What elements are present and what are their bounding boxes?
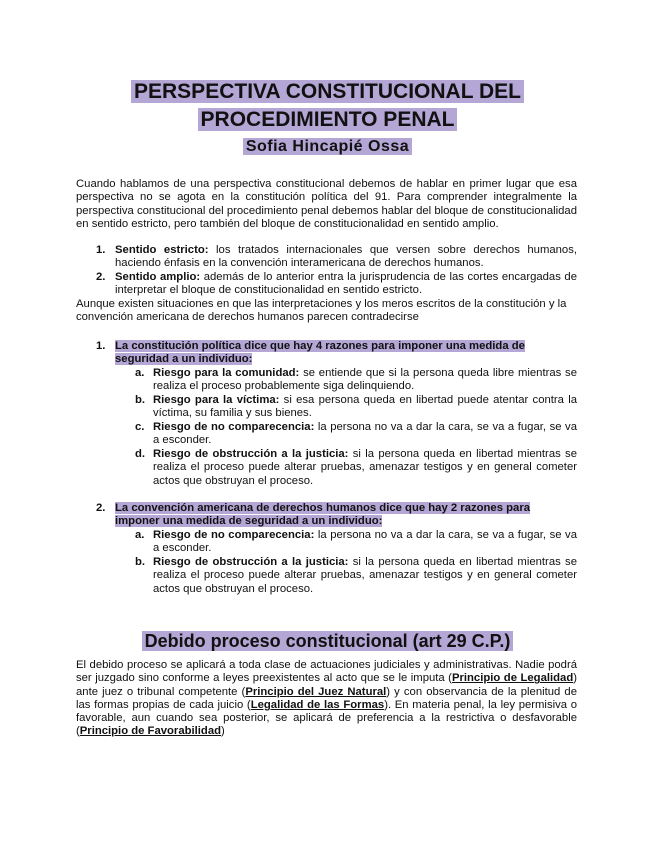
bloque-item-1-number: 1. (96, 244, 106, 256)
s1-item-b: Riesgo para la víctima: si esa persona queda en libertad puede atentar contra la víctima, su familia y sus bienes. (153, 394, 578, 420)
s1-item-c: Riesgo de no comparecencia: la persona no va a dar la cara, se va a fugar, se va a esconder. (153, 421, 577, 447)
debido-proceso-heading: Debido proceso constitucional (art 29 C.P.) (0, 629, 655, 653)
author-name: Sofia Hincapié Ossa (0, 137, 655, 157)
section2-number: 2. (96, 502, 106, 514)
s1-item-d-letter: d. (135, 448, 146, 460)
s1-item-a: Riesgo para la comunidad: se entiende que si la persona queda libre mientras se realiza el proceso probablemente siga delinquiendo. (153, 367, 577, 393)
section1-heading: La constitución política dice que hay 4 razones para imponer una medida de seguridad a un individuo: (115, 340, 525, 366)
s1-item-b-letter: b. (135, 394, 146, 406)
s2-item-b: Riesgo de obstrucción a la justicia: si la persona queda en libertad mientras se realiza el proceso puede alterar pruebas, amenazar testigos y en general cometer actos que obstruyan el proceso. (153, 556, 577, 595)
principio-legalidad: Principio de Legalidad (451, 672, 574, 685)
intro-paragraph: Cuando hablamos de una perspectiva constitucional debemos de hablar en primer lugar que esa perspectiva no se agota en la constitución política del 91. Para comprender integralmente la perspectiva constitucional del procedimiento penal debemos hablar del bloque de constitucionalidad en sentido estricto, pero también del bloque de constitucionalidad en sentido amplio. (76, 178, 577, 230)
title-line-1: PERSPECTIVA CONSTITUCIONAL DEL (0, 78, 655, 106)
section1-number: 1. (96, 340, 106, 352)
bloque-item-2: Sentido amplio: además de lo anterior entra la jurisprudencia de las cortes encargadas de interpretar el bloque de constitucionalidad en sentido estricto. (115, 271, 577, 297)
bloque-item-2-number: 2. (96, 271, 106, 283)
debido-proceso-paragraph: El debido proceso se aplicará a toda clase de actuaciones judiciales y administrativas. Nadie podrá ser juzgado sino conforme a leyes preexistentes al acto que se le imputa (Principio de Legalidad) ante juez o tribunal competente (Principio del Juez Natural) y con observancia de la plenitud de las formas propias de cada juicio (Legalidad de las Formas). En materia penal, la ley permisiva o favorable, aun cuando sea posterior, se aplicará de preferencia a la restrictiva o desfavorable (Principio de Favorabilidad) (76, 659, 577, 738)
principio-juez-natural: Principio del Juez Natural (245, 685, 387, 698)
section2-heading: La convención americana de derechos humanos dice que hay 2 razones para imponer una medida de seguridad a un individuo: (115, 502, 530, 528)
s1-item-a-letter: a. (135, 367, 145, 379)
s1-item-c-letter: c. (135, 421, 145, 433)
s2-item-b-letter: b. (135, 556, 146, 568)
s1-item-d: Riesgo de obstrucción a la justicia: si la persona queda en libertad mientras se realiza el proceso puede alterar pruebas, amenazar testigos y en general cometer actos que obstruyan el proceso. (153, 448, 577, 487)
bloque-item-1: Sentido estricto: los tratados internacionales que versen sobre derechos humanos, haciendo énfasis en la convención interamericana de derechos humanos. (115, 244, 577, 270)
aunque-paragraph: Aunque existen situaciones en que las interpretaciones y los meros escritos de la constitución y la convención americana de derechos humanos parecen contradecirse (76, 298, 567, 324)
principio-favorabilidad: Principio de Favorabilidad (79, 725, 222, 738)
s2-item-a: Riesgo de no comparecencia: la persona no va a dar la cara, se va a fugar, se va a esconder. (153, 529, 577, 555)
title-line-2: PROCEDIMIENTO PENAL (0, 106, 655, 134)
s2-item-a-letter: a. (135, 529, 145, 541)
legalidad-formas: Legalidad de las Formas (250, 698, 385, 711)
